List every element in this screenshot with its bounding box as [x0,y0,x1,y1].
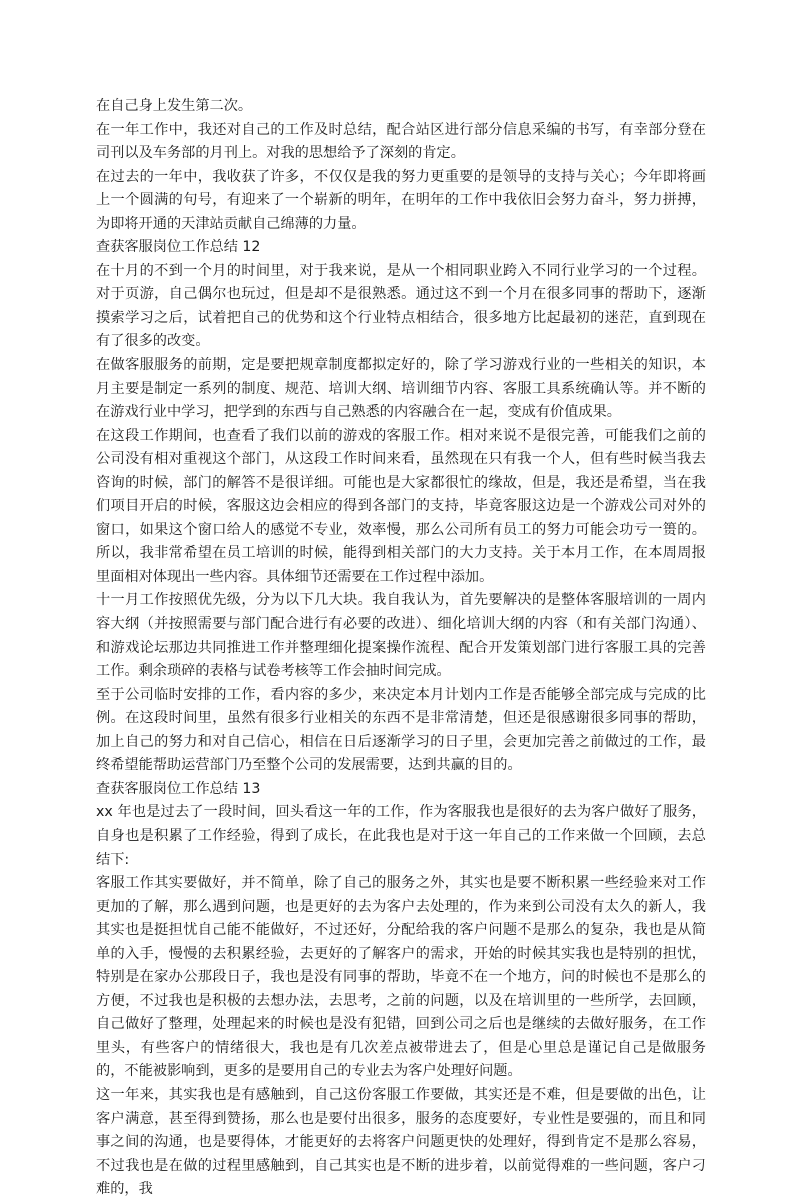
paragraph: 客服工作其实要做好，并不简单，除了自己的服务之外，其实也是要不断积累一些经验来对工作更加的了解，那么遇到问题，也是更好的去为客户去处理的，作为来到公司没有太久的新人，我其实也是挺担忧自己能不能做好，不过还好，分配给我的客户问题不是那么的复杂，我也是从简单的入手，慢慢的去积累经验，去更好的了解客户的需求，开始的时候其实我也是特别的担忧，特别是在家办公那段日子，我也是没有同事的帮助，毕竟不在一个地方，问的时候也不是那么的方便，不过我也是积极的去想办法，去思考，之前的问题，以及在培训里的一些所学，去回顾，自己做好了整理，处理起来的时候也是没有犯错，回到公司之后也是继续的去做好服务，在工作里头，有些客户的情绪很大，我也是有几次差点被带进去了，但是心里总是谨记自己是做服务的，不能被影响到，更多的是要用自己的专业去为客户处理好问题。 [96,875,706,1080]
section-heading: 查获客服岗位工作总结 13 [96,780,261,797]
paragraph: 在十月的不到一个月的时间里，对于我来说，是从一个相同职业跨入不同行业学习的一个过程。对于页游，自己偶尔也玩过，但是却不是很熟悉。通过这不到一个月在很多同事的帮助下，逐渐摸索学习之后，试着把自己的优势和这个行业特点相结合，很多地方比起最初的迷茫，直到现在有了很多的改变。 [96,262,706,350]
paragraph: 至于公司临时安排的工作，看内容的多少，来决定本月计划内工作是否能够全部完成与完成的比例。在这段时间里，虽然有很多行业相关的东西不是非常清楚，但还是很感谢很多同事的帮助，加上自己的努力和对自己信心，相信在日后逐渐学习的日子里，会更加完善之前做过的工作，最终希望能帮助运营部门乃至整个公司的发展需要，达到共赢的目的。 [96,686,706,774]
paragraph: xx 年也是过去了一段时间，回头看这一年的工作，作为客服我也是很好的去为客户做好了服务，自身也是积累了工作经验，得到了成长，在此我也是对于这一年自己的工作来做一个回顾，去总结下: [96,804,706,868]
paragraph: 在这段工作期间，也查看了我们以前的游戏的客服工作。相对来说不是很完善，可能我们之前的公司没有相对重视这个部门，从这段工作时间来看，虽然现在只有我一个人，但有些时候当我去咨询的时候，部门的解答不是很详细。可能也是大家都很忙的缘故，但是，我还是希望，当在我们项目开启的时候，客服这边会相应的得到各部门的支持，毕竟客服这边是一个游戏公司对外的窗口，如果这个窗口给人的感觉不专业，效率慢，那么公司所有员工的努力可能会功亏一篑的。所以，我非常希望在员工培训的时候，能得到相关部门的大力支持。关于本月工作，在本周周报里面相对体现出一些内容。具体细节还需要在工作过程中添加。 [96,427,706,585]
paragraph: 在过去的一年中，我收获了许多，不仅仅是我的努力更重要的是领导的支持与关心；今年即将画上一个圆满的句号，有迎来了一个崭新的明年，在明年的工作中我依旧会努力奋斗，努力拼搏，为即将开通的天津站贡献自己绵薄的力量。 [96,168,706,232]
section-heading: 查获客服岗位工作总结 12 [96,239,261,256]
paragraph: 十一月工作按照优先级，分为以下几大块。我自我认为，首先要解决的是整体客服培训的一周内容大纲（并按照需要与部门配合进行有必要的改进）、细化培训大纲的内容（和有关部门沟通）、和游戏论坛那边共同推进工作并整理细化提案操作流程、配合开发策划部门进行客服工具的完善工作。剩余琐碎的表格与试卷考核等工作会抽时间完成。 [96,592,706,680]
paragraph: 在一年工作中，我还对自己的工作及时总结，配合站区进行部分信息采编的书写，有幸部分登在司刊以及车务部的月刊上。对我的思想给予了深刻的肯定。 [96,121,706,162]
document-body [96,95,706,1202]
paragraph: 这一年来，其实我也是有感触到，自己这份客服工作要做，其实还是不难，但是要做的出色，让客户满意，甚至得到赞扬，那么也是要付出很多，服务的态度要好，专业性是要强的，而且和同事之间的沟通，也是要得体，才能更好的去将客户问题更快的处理好，得到肯定不是那么容易，不过我也是在做的过程里感触到，自己其实也是不断的进步着，以前觉得难的一些问题，客户刁难的，我 [96,1086,706,1198]
paragraph: 在做客服服务的前期，定是要把规章制度都拟定好的，除了学习游戏行业的一些相关的知识，本月主要是制定一系列的制度、规范、培训大纲、培训细节内容、客服工具系统确认等。并不断的在游戏行业中学习，把学到的东西与自己熟悉的内容融合在一起，变成有价值成果。 [96,357,706,421]
paragraph: 在自己身上发生第二次。 [96,98,253,114]
